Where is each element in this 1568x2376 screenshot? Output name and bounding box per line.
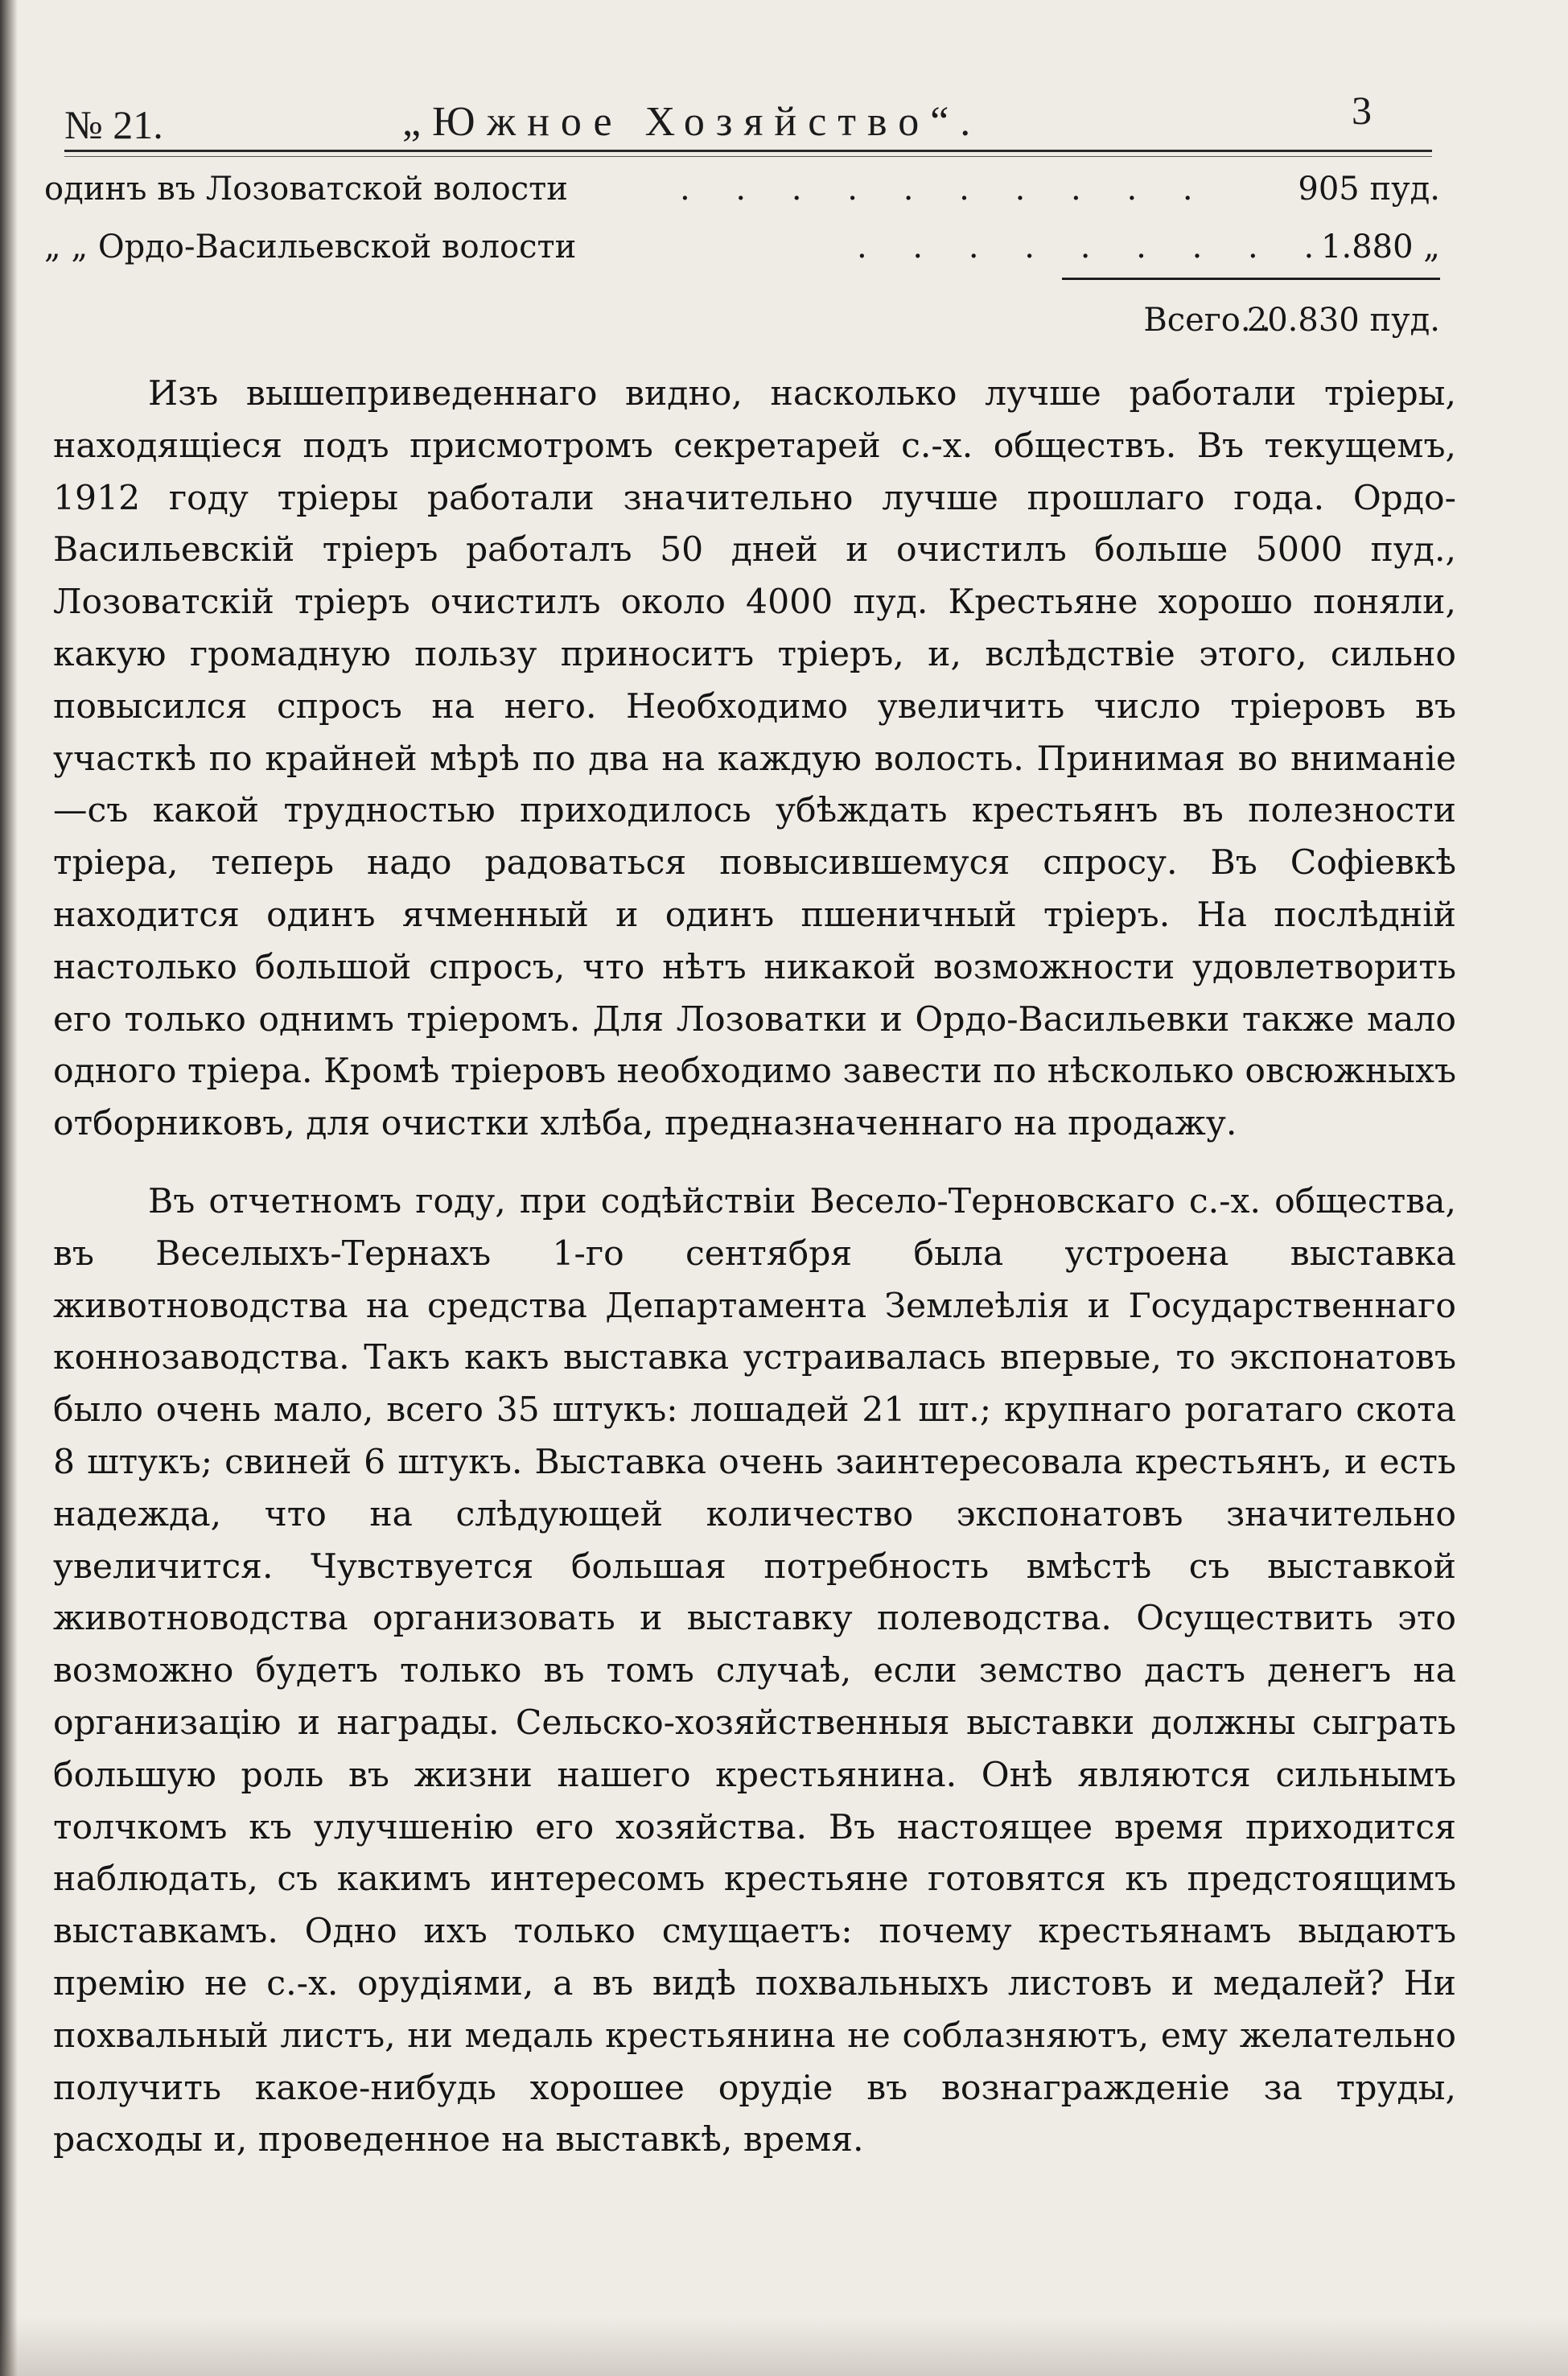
table-row-value: 1.880 „ bbox=[1321, 229, 1440, 266]
page-bottom-shading bbox=[0, 2317, 1568, 2376]
issue-number: № 21. bbox=[64, 102, 163, 147]
table-row bbox=[44, 171, 1440, 219]
sum-rule bbox=[1062, 278, 1440, 280]
table-row-value: 905 пуд. bbox=[1298, 171, 1440, 208]
total-label: Всего. . bbox=[1143, 302, 1271, 339]
body-text bbox=[53, 369, 1456, 2167]
table-row-label: одинъ въ Лозоватской волости bbox=[44, 171, 568, 208]
table-row-label: „ „ Ордо-Васильевской волости bbox=[44, 229, 577, 266]
page-header bbox=[64, 87, 1432, 159]
paragraph: Изъ вышеприведеннаго видно, насколько лучше работали тріеры, находящіеся подъ присмотромъ секретарей с.-х. обществъ. Въ текущемъ, 1912 году тріеры работали значительно лучше прошлаго года. Ордо-Васильевскій тріеръ работалъ 50 дней и очистилъ больше 5000 пуд., Лозоватскій тріеръ очистилъ около 4000 пуд. Крестьяне хорошо поняли, какую громадную пользу приноситъ тріеръ, и, вслѣдствіе этого, сильно повысился спросъ на него. Необходимо увеличить число тріеровъ въ участкѣ по крайней мѣрѣ по два на каждую волость. Принимая во вниманіе—съ какой трудностью приходилось убѣждать крестьянъ въ полезности тріера, теперь надо радоваться повысившемуся спросу. Въ Софіевкѣ находится одинъ ячменный и одинъ пшеничный тріеръ. На послѣдній настолько большой спросъ, что нѣтъ никакой возможности удовлетворить его только однимъ тріеромъ. Для Лозоватки и Ордо-Васильевки также мало одного тріера. Кромѣ тріеровъ необходимо завести по нѣсколько овсюжныхъ отборниковъ, для очистки хлѣба, предназначеннаго на продажу. bbox=[53, 374, 1456, 1144]
total-value: 20.830 пуд. bbox=[1246, 302, 1440, 339]
leader-dots: . . . . . . . . . . bbox=[680, 171, 1211, 208]
paragraph: Въ отчетномъ году, при содѣйствіи Весело-Терновскаго с.-х. общества, въ Веселыхъ-Тернахъ 1-го сентября была устроена выставка животноводства на средства Департамента Землеѣлія и Государственнаго коннозаводства. Такъ какъ выставка устраивалась впервые, то экспонатовъ было очень мало, всего 35 штукъ: лошадей 21 шт.; крупнаго рогатаго скота 8 штукъ; свиней 6 штукъ. Выставка очень заинтересовала крестьянъ, и есть надежда, что на слѣдующей количество экспонатовъ значительно увеличится. Чувствуется большая потребность вмѣстѣ съ выставкой животноводства организовать и выставку полеводства. Осуществить это возможно будетъ только въ томъ случаѣ, если земство дастъ денегъ на организацію и награды. Сельско-хозяйственныя выставки должны сыграть большую роль въ жизни нашего крестьянина. Онѣ являются сильнымъ толчкомъ къ улучшенію его хозяйства. Въ настоящее время приходится наблюдать, съ какимъ интересомъ крестьяне готовятся къ предстоящимъ выставкамъ. Одно ихъ только смущаетъ: почему крестьянамъ выдаютъ премію не с.-х. орудіями, а въ видѣ похвальныхъ листовъ и медалей? Ни похвальный листъ, ни медаль крестьянина не соблазняютъ, ему желательно получить какое-нибудь хорошее орудіе въ вознагражденіе за труды, расходы и, проведенное на выставкѣ, время. bbox=[53, 1181, 1456, 2160]
header-rule bbox=[64, 150, 1432, 152]
table-total-row bbox=[44, 302, 1440, 350]
journal-title: „Южное Хозяйство“. bbox=[402, 99, 982, 145]
header-rule-thin bbox=[64, 156, 1432, 157]
page-number: 3 bbox=[1352, 88, 1372, 133]
page-edge-shadow bbox=[0, 0, 18, 2376]
table-row bbox=[44, 229, 1440, 277]
leader-dots: . . . . . . . . . bbox=[857, 229, 1332, 266]
